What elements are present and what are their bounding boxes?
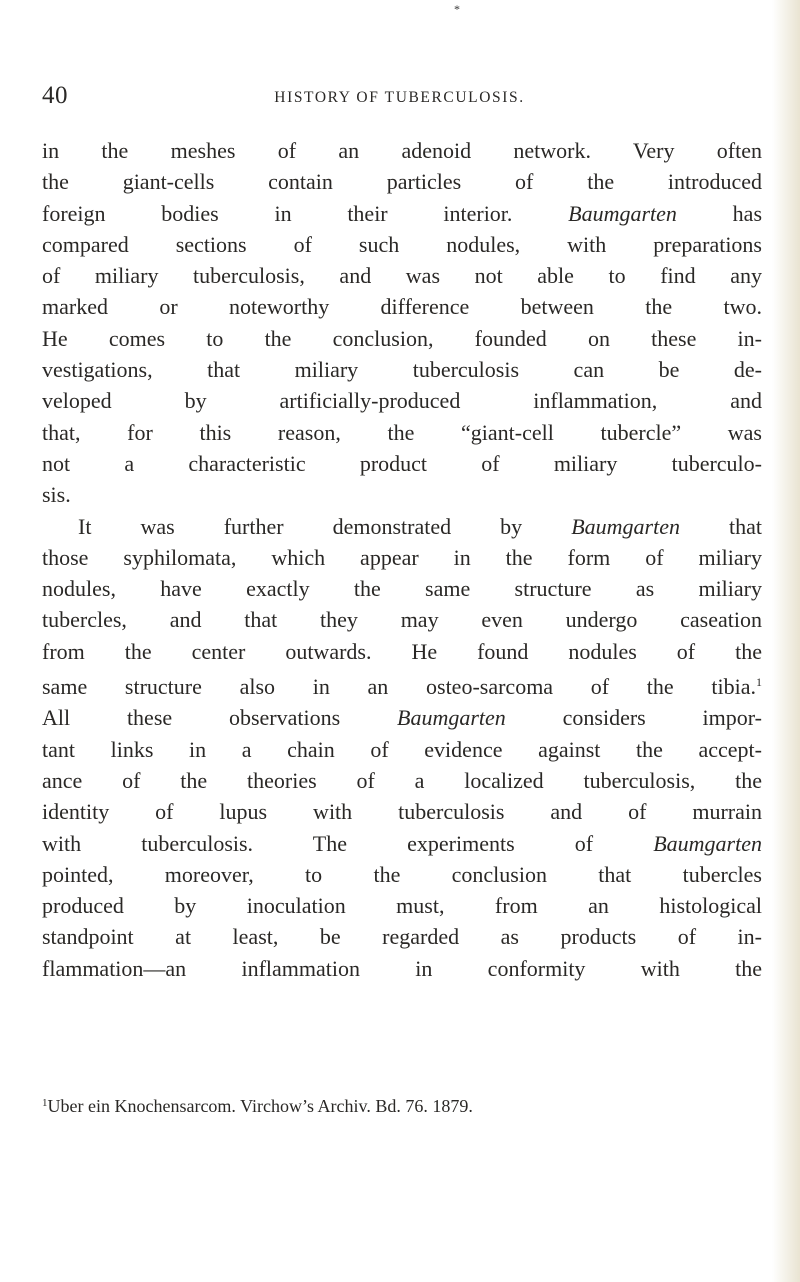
text-line: vestigations, that miliary tuberculosis can be de- bbox=[42, 357, 762, 383]
text-line: flammation—an inflammation in conformity with the bbox=[42, 955, 762, 981]
author-name: Baumgarten bbox=[571, 513, 680, 539]
footnote-text: Uber ein Knochensarcom. Virchow’s Archiv. Bd. 76. 1879. bbox=[47, 1096, 473, 1116]
text-line: those syphilomata, which appear in the form of miliary bbox=[42, 544, 762, 570]
page-header bbox=[42, 82, 757, 112]
author-name: Baumgarten bbox=[568, 200, 677, 226]
text-line: standpoint at least, be regarded as products of in- bbox=[42, 924, 762, 950]
text-line: not a characteristic product of miliary tuberculo- bbox=[42, 450, 762, 476]
text-line: pointed, moreover, to the conclusion that tubercles bbox=[42, 861, 762, 887]
text-line: identity of lupus with tuberculosis and of murrain bbox=[42, 799, 762, 825]
text-line: It was further demonstrated by Baumgarten that bbox=[78, 513, 762, 539]
text-line: the giant-cells contain particles of the introduced bbox=[42, 169, 762, 195]
text-line: tant links in a chain of evidence against the accept- bbox=[42, 736, 762, 762]
text-line: compared sections of such nodules, with preparations bbox=[42, 231, 762, 257]
text-line: sis. bbox=[42, 482, 71, 508]
text-line: with tuberculosis. The experiments of Baumgarten bbox=[42, 830, 762, 856]
footnote bbox=[42, 1096, 762, 1117]
text-line: of miliary tuberculosis, and was not able to find any bbox=[42, 263, 762, 289]
text-line: nodules, have exactly the same structure as miliary bbox=[42, 576, 762, 602]
text-line: produced by inoculation must, from an histological bbox=[42, 893, 762, 919]
text-line: veloped by artificially-produced inflammation, and bbox=[42, 388, 762, 414]
body-text bbox=[42, 135, 762, 984]
page-number: 40 bbox=[42, 82, 68, 109]
text-line: in the meshes of an adenoid network. Very often bbox=[42, 138, 762, 163]
text-line: He comes to the conclusion, founded on these in- bbox=[42, 325, 762, 351]
text-line: same structure also in an osteo-sarcoma of the tibia.$^1$ bbox=[42, 674, 762, 700]
text-line: tubercles, and that they may even undergo caseation bbox=[42, 607, 762, 633]
text-line: from the center outwards. He found nodules of the bbox=[42, 638, 762, 664]
page-edge-shadow bbox=[772, 0, 800, 1282]
running-title: HISTORY OF TUBERCULOSIS. bbox=[274, 89, 525, 106]
text-line: that, for this reason, the “giant-cell tubercle” was bbox=[42, 419, 762, 445]
author-name: Baumgarten bbox=[397, 705, 506, 731]
text-line: ance of the theories of a localized tuberculosis, the bbox=[42, 767, 762, 793]
text-line: marked or noteworthy difference between the two. bbox=[42, 294, 762, 320]
footnote-marker: 1 bbox=[42, 1097, 48, 1109]
author-name: Baumgarten bbox=[653, 830, 762, 856]
footnote-reference: 1 bbox=[756, 675, 762, 690]
printer-mark: * bbox=[454, 2, 460, 16]
text-line: foreign bodies in their interior. Baumgarten has bbox=[42, 200, 763, 226]
text-line: All these observations Baumgarten considers impor- bbox=[42, 705, 762, 731]
